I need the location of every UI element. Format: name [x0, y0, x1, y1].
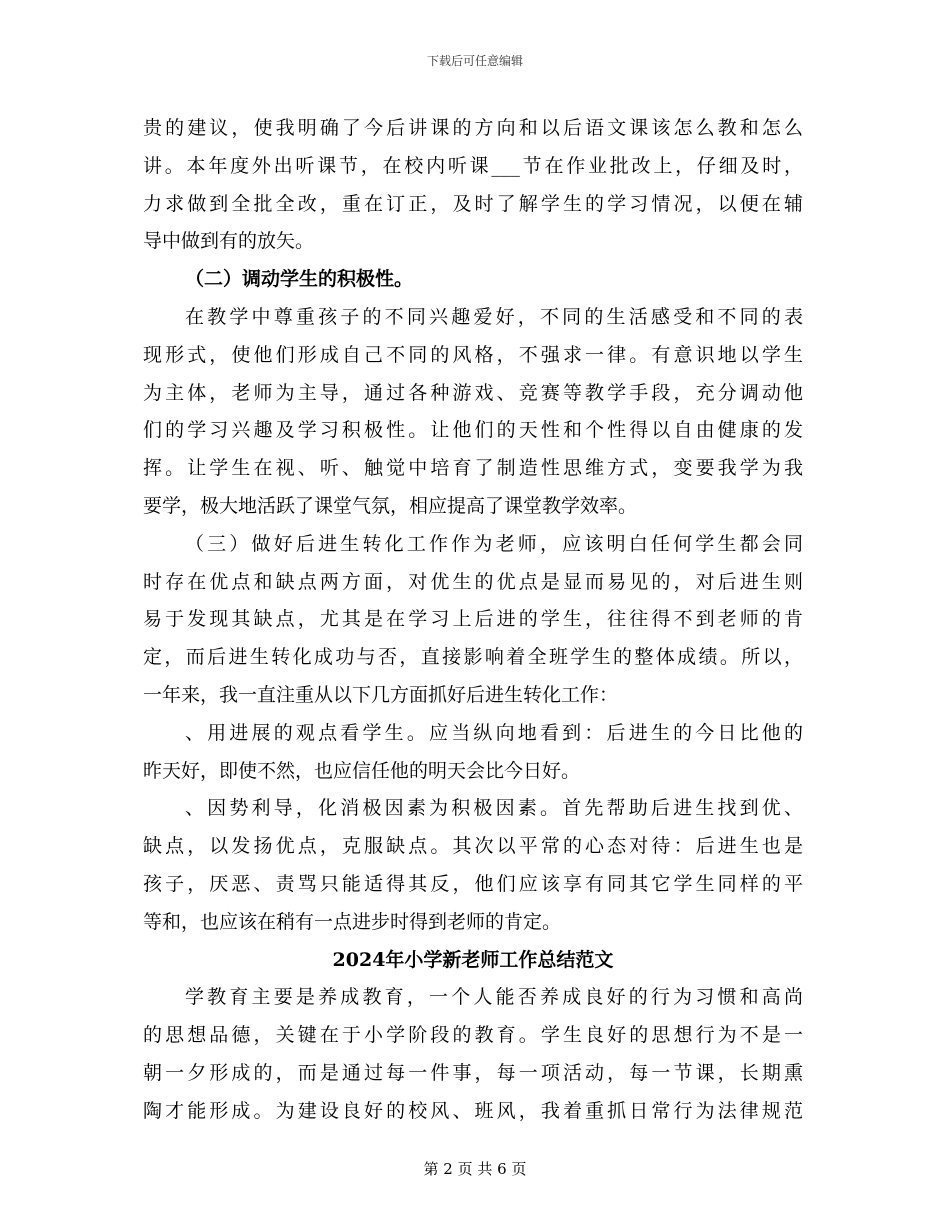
page-footer: 第 2 页 共 6 页	[423, 1160, 527, 1178]
text-line: 等和，也应该在稍有一点进步时得到老师的肯定。	[143, 910, 562, 933]
section-heading: （二）调动学生的积极性。	[185, 268, 414, 291]
text-line: 陶才能形成。为建设良好的校风、班风，我着重抓日常行为法律规范	[143, 1099, 803, 1122]
text-line: 们的学习兴趣及学习积极性。让他们的天性和个性得以自由健康的发	[143, 419, 803, 442]
text-line: 缺点，以发扬优点，克服缺点。其次以平常的心态对待：后进生也是	[143, 835, 803, 858]
text-line: 现形式，使他们形成自己不同的风格，不强求一律。有意识地以学生	[143, 343, 803, 366]
text-line: 力求做到全批全改，重在订正，及时了解学生的学习情况，以便在辅	[143, 192, 803, 215]
text-line: 在教学中尊重孩子的不同兴趣爱好，不同的生活感受和不同的表	[185, 305, 803, 328]
text-line: 为主体，老师为主导，通过各种游戏、竞赛等教学手段，充分调动他	[143, 381, 803, 404]
text-line: 讲。本年度外出听课节，在校内听课___节在作业批改上，仔细及时，	[143, 154, 803, 177]
text-line: 一年来，我一直注重从以下几方面抓好后进生转化工作：	[143, 683, 619, 706]
text-line: 朝一夕形成的，而是通过每一件事，每一项活动，每一节课，长期熏	[143, 1061, 803, 1084]
text-line: 、用进展的观点看学生。应当纵向地看到：后进生的今日比他的	[185, 721, 803, 744]
text-line: 易于发现其缺点，尤其是在学习上后进的学生，往往得不到老师的肯	[143, 608, 803, 631]
text-line: 学教育主要是养成教育，一个人能否养成良好的行为习惯和高尚	[185, 986, 803, 1009]
text-line: 时存在优点和缺点两方面，对优生的优点是显而易见的，对后进生则	[143, 570, 803, 593]
page-header: 下载后可任意编辑	[426, 54, 523, 68]
text-line: 的思想品德，关键在于小学阶段的教育。学生良好的思想行为不是一	[143, 1024, 803, 1047]
text-line: 挥。让学生在视、听、触觉中培育了制造性思维方式，变要我学为我	[143, 457, 803, 480]
text-line: （三）做好后进生转化工作作为老师，应该明白任何学生都会同	[185, 532, 803, 555]
text-line: 定，而后进生转化成功与否，直接影响着全班学生的整体成绩。所以，	[143, 646, 803, 669]
text-line: 要学，极大地活跃了课堂气氛，相应提高了课堂教学效率。	[143, 494, 638, 517]
text-line: 、因势利导，化消极因素为积极因素。首先帮助后进生找到优、	[185, 797, 803, 820]
text-line: 孩子，厌恶、责骂只能适得其反，他们应该享有同其它学生同样的平	[143, 872, 803, 895]
text-line: 贵的建议，使我明确了今后讲课的方向和以后语文课该怎么教和怎么	[143, 117, 803, 139]
document-body	[143, 110, 803, 1131]
text-line: 导中做到有的放矢。	[143, 230, 315, 253]
section-title: 2024年小学新老师工作总结范文	[332, 948, 614, 971]
text-line: 昨天好，即使不然，也应信任他的明天会比今日好。	[143, 759, 581, 782]
